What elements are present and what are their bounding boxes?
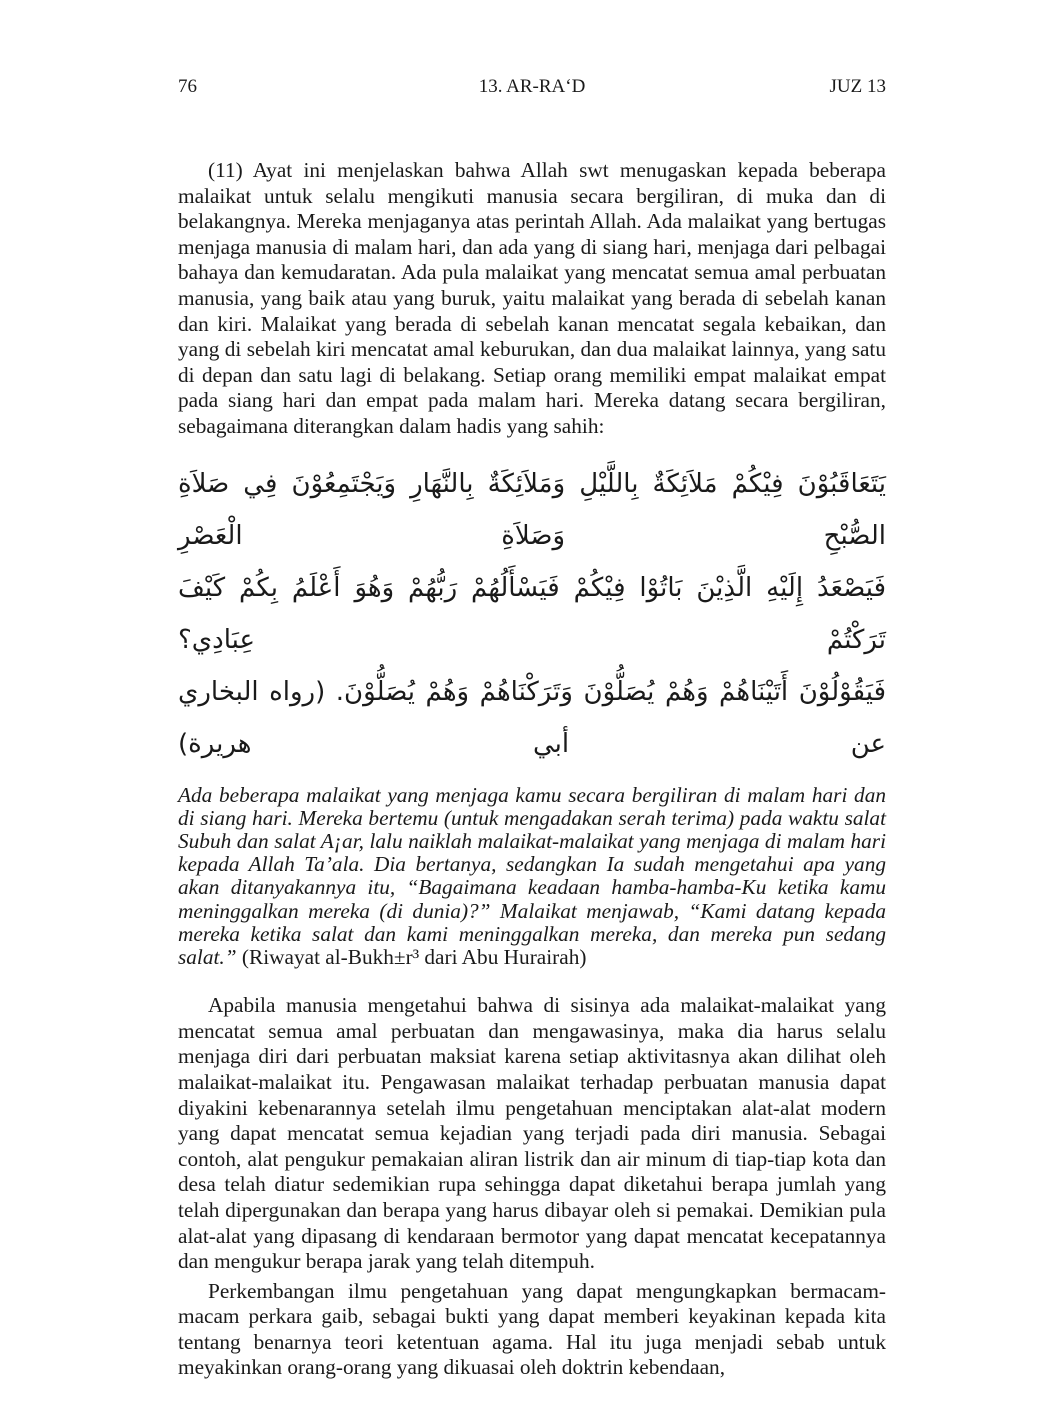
arabic-line-2: فَيَصْعَدُ إِلَيْهِ الَّذِيْنَ بَاتُوْا فِيْكُمْ فَيَسْأَلُهُمْ رَبُّهُمْ وَهُوَ أَعْلَمُ بِكُمْ كَيْفَ تَرَكْتُمْ عِبَادِي؟: [178, 572, 886, 655]
juz-label: JUZ 13: [829, 76, 886, 97]
arabic-line-1: يَتَعَاقَبُوْنَ فِيْكُمْ مَلاَئِكَةٌ بِاللَّيْلِ وَمَلاَئِكَةٌ بِالنَّهَارِ وَيَجْتَمِعُوْنَ فِي صَلاَةِ الصُّبْحِ وَصَلاَةِ الْعَصْرِ: [178, 468, 886, 551]
translation-source: (Riwayat al-Bukh±r³ dari Abu Hurairah): [241, 944, 587, 969]
page-body: [178, 158, 886, 1381]
arabic-line-3: فَيَقُوْلُوْنَ أَتَيْنَاهُمْ وَهُمْ يُصَلُّوْنَ وَتَرَكْنَاهُمْ وَهُمْ يُصَلُّوْنَ. (رواه البخاري عن أبي هريرة): [178, 676, 886, 759]
hadith-arabic: [178, 458, 886, 770]
hadith-translation: [178, 784, 886, 970]
paragraph-explanation: (11) Ayat ini menjelaskan bahwa Allah swt menugaskan kepada beberapa malaikat untuk selalu mengikuti manusia secara bergiliran, di muka dan di belakangnya. Mereka menjaganya atas perintah Allah. Ada malaikat yang bertugas menjaga manusia di malam hari, dan ada yang di siang hari, menjaga dari pelbagai bahaya dan kemudaratan. Ada pula malaikat yang mencatat semua amal perbuatan manusia, yang baik atau yang buruk, yaitu malaikat yang berada di sebelah kanan dan kiri. Malaikat yang berada di sebelah kanan mencatat segala kebaikan, dan yang di sebelah kiri mencatat amal keburukan, dan dua malaikat lainnya, yang satu di depan dan satu lagi di belakang. Setiap orang memiliki empat malaikat empat pada siang hari dan empat pada malam hari. Mereka datang secara bergiliran, sebagaimana diterangkan dalam hadis yang sahih:: [178, 158, 886, 438]
chapter-title: 13. AR-RA‘D: [478, 76, 586, 97]
translation-text: Ada beberapa malaikat yang menjaga kamu secara bergiliran di malam hari dan di siang hari. Mereka bertemu (untuk mengadakan serah terima) pada waktu salat Subuh dan salat A¡ar, lalu naiklah malaikat-malaikat yang menjaga di malam hari kepada Allah Ta’ala. Dia bertanya, sedangkan Ia sudah mengetahui apa yang akan ditanyakannya itu, “Bagaimana keadaan hamba-hamba-Ku ketika kamu meninggalkan mereka (di dunia)?” Malaikat menjawab, “Kami datang kepada mereka ketika salat dan kami meninggalkan mereka, dan mereka pun sedang salat.”: [178, 782, 886, 969]
page-number: 76: [178, 76, 197, 97]
paragraph-science: Perkembangan ilmu pengetahuan yang dapat mengungkapkan bermacam-macam perkara gaib, sebagai bukti yang dapat memberi keyakinan kepada kita tentang benarnya teori ketentuan agama. Hal itu juga menjadi sebab untuk meyakinkan orang-orang yang dikuasai oleh doktrin kebendaan,: [178, 1278, 886, 1380]
page-header: [178, 76, 886, 102]
paragraph-supervision: Apabila manusia mengetahui bahwa di sisinya ada malaikat-malaikat yang mencatat semua amal perbuatan dan mengawasinya, maka dia harus selalu menjaga diri dari perbuatan maksiat karena setiap aktivitasnya akan dilihat oleh malaikat-malaikat itu. Pengawasan malaikat terhadap perbuatan manusia dapat diyakini kebenarannya setelah ilmu pengetahuan menciptakan alat-alat modern yang dapat mencatat semua kejadian yang terjadi pada diri manusia. Sebagai contoh, alat pengukur pemakaian aliran listrik dan air minum di tiap-tiap kota dan desa telah diatur sedemikian rupa sehingga dapat diketahui berapa jumlah yang telah dipergunakan dan berapa yang harus dibayar oleh si pemakai. Demikian pula alat-alat yang dipasang di kendaraan bermotor yang dapat mencatat kecepatannya dan mengukur berapa jarak yang telah ditempuh.: [178, 993, 886, 1274]
